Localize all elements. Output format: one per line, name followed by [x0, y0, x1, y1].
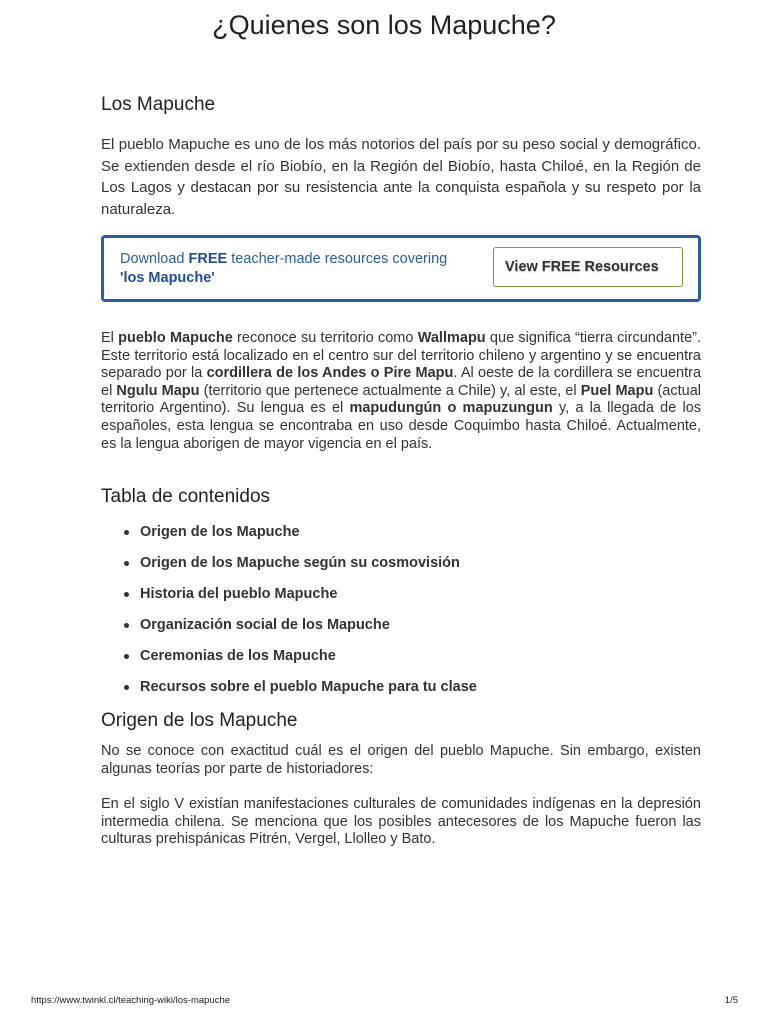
toc-heading: Tabla de contenidos	[101, 486, 271, 507]
text-span: (territorio que pertenece actualmente a Chile) y, al este, el	[199, 382, 581, 399]
text-span: . Al oeste de la cordillera se encuentra el	[101, 365, 702, 399]
page-title: ¿Quienes son los Mapuche?	[212, 10, 556, 40]
footer-url: https://www.twinkl.cl/teaching-wiki/los-mapuche	[31, 995, 231, 1006]
bold-term: Puel Mapu	[580, 382, 654, 399]
text-span: que significa “tierra circundante”. Este territorio está localizado en el centro sur del territorio chileno y argentino y se encuentra separado por la	[101, 330, 701, 382]
origin-paragraph-1: No se conoce con exactitud cuál es el origen del pueblo Mapuche. Sin embargo, existen algunas teorías por parte de historiadores:	[101, 743, 701, 777]
footer-page-number: 1/5	[724, 995, 738, 1006]
toc-item-cosmovision[interactable]: Origen de los Mapuche según su cosmovisión	[140, 551, 740, 582]
intro-paragraph: El pueblo Mapuche es uno de los más notorios del país por su peso social y demográfico. Se extienden desde el río Biobío, en la Región del Biobío, hasta Chiloé, en la Región de Los Lagos y destacan por su resistencia ante la conquista española y su respeto por la naturaleza.	[101, 136, 701, 218]
toc-item-ceremonias[interactable]: Ceremonias de los Mapuche	[140, 644, 740, 675]
cta-free-text: FREE	[188, 251, 228, 267]
toc-item-recursos[interactable]: Recursos sobre el pueblo Mapuche para tu clase	[140, 675, 740, 706]
origin-paragraph-2: En el siglo V existían manifestaciones culturales de comunidades indígenas en la depresión intermedia chilena. Se menciona que los posibles antecesores de los Mapuche fueron las culturas prehispánicas Pitrén, Vergel, Llolleo y Bato.	[101, 796, 701, 848]
toc-item-organizacion[interactable]: Organización social de los Mapuche	[140, 613, 740, 644]
cta-topic-link[interactable]: 'los Mapuche'	[120, 270, 215, 286]
text-span: y, a la llegada de los españoles, esta lengua se encontraba en uso desde Coquimbo hasta Chiloé. Actualmente, es la lengua aborigen de mayor vigencia en el país.	[101, 400, 702, 452]
cta-text-middle: teacher-made resources covering	[227, 251, 448, 267]
section-heading-origen: Origen de los Mapuche	[101, 710, 298, 731]
bold-term: cordillera de los Andes o Pire Mapu	[206, 365, 454, 382]
bold-term: pueblo Mapuche	[118, 330, 233, 346]
text-span: El	[101, 330, 119, 346]
section-heading-los-mapuche: Los Mapuche	[101, 94, 216, 115]
cta-text-prefix: Download	[120, 251, 189, 267]
text-span: (actual territorio Argentino). Su lengua es el	[101, 382, 701, 417]
toc-item-origen[interactable]: Origen de los Mapuche	[140, 520, 740, 551]
resources-banner-text	[120, 250, 481, 288]
table-of-contents	[101, 520, 740, 706]
bold-term: Wallmapu	[417, 330, 486, 346]
resources-banner	[101, 235, 701, 302]
wallmapu-paragraph	[101, 330, 701, 453]
bold-term: Ngulu Mapu	[116, 382, 200, 399]
text-span: reconoce su territorio como	[232, 330, 418, 346]
view-free-resources-button[interactable]: View FREE Resources	[493, 247, 683, 287]
toc-item-historia[interactable]: Historia del pueblo Mapuche	[140, 582, 740, 613]
bold-term: mapudungún o mapuzungun	[349, 400, 553, 417]
